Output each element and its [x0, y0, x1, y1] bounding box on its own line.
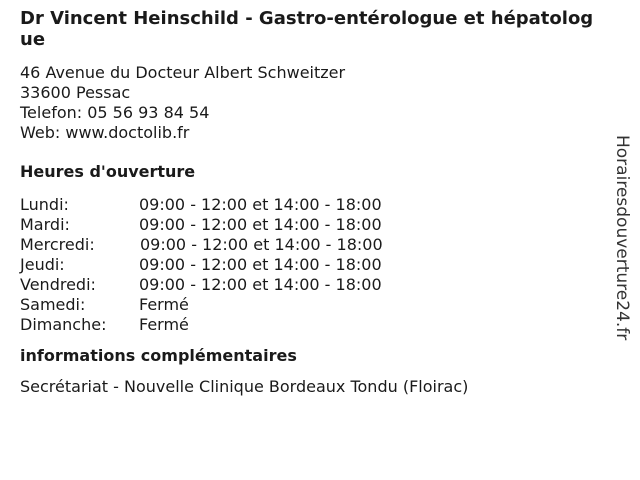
hours-value: 09:00 - 12:00 et 14:00 - 18:00: [139, 275, 382, 294]
hours-value: 09:00 - 12:00 et 14:00 - 18:00: [140, 235, 383, 254]
hours-row-tuesday: [20, 215, 616, 235]
address-block: [20, 63, 616, 143]
opening-hours-heading: Heures d'ouverture: [20, 162, 196, 181]
day-label: Vendredi:: [20, 275, 96, 294]
day-label: Mercredi:: [20, 235, 95, 254]
day-label: Dimanche:: [20, 315, 107, 334]
hours-value: Fermé: [139, 295, 189, 314]
street-address: 46 Avenue du Docteur Albert Schweitzer: [20, 63, 346, 82]
phone-number: Telefon: 05 56 93 84 54: [20, 103, 210, 122]
hours-row-saturday: [20, 295, 616, 315]
hours-row-friday: [20, 275, 616, 295]
additional-info-heading: informations complémentaires: [20, 346, 297, 365]
day-label: Samedi:: [20, 295, 86, 314]
hours-row-monday: [20, 195, 616, 215]
website: Web: www.doctolib.fr: [20, 123, 190, 142]
hours-value: 09:00 - 12:00 et 14:00 - 18:00: [139, 215, 382, 234]
hours-row-wednesday: [20, 235, 616, 255]
day-label: Jeudi:: [20, 255, 65, 274]
day-label: Lundi:: [20, 195, 69, 214]
hours-value: Fermé: [139, 315, 189, 334]
page-title: Dr Vincent Heinschild - Gastro-entérologue et hépatologue: [20, 8, 594, 50]
site-watermark: Horairesdouverture24.fr: [612, 135, 632, 341]
opening-hours-table: [20, 195, 616, 335]
hours-row-thursday: [20, 255, 616, 275]
hours-value: 09:00 - 12:00 et 14:00 - 18:00: [139, 195, 382, 214]
business-card: [20, 8, 616, 397]
city: 33600 Pessac: [20, 83, 131, 102]
additional-info-text: Secrétariat - Nouvelle Clinique Bordeaux Tondu (Floirac): [20, 377, 469, 396]
day-label: Mardi:: [20, 215, 70, 234]
hours-value: 09:00 - 12:00 et 14:00 - 18:00: [139, 255, 382, 274]
hours-row-sunday: [20, 315, 616, 335]
